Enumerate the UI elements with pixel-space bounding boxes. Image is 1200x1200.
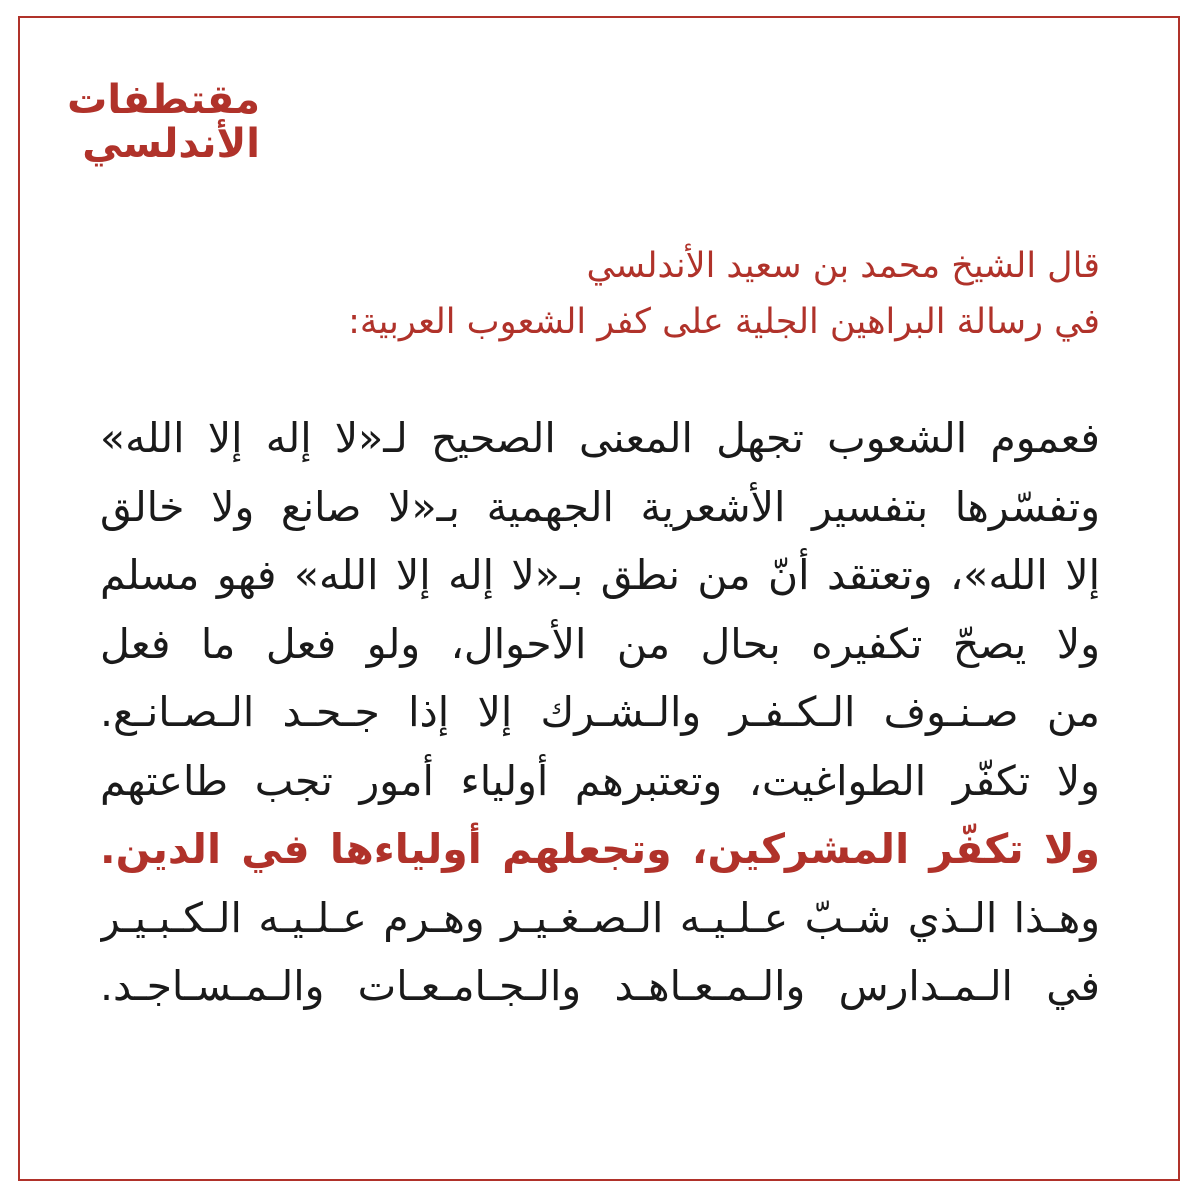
heading-line-2: في رسالة البراهين الجلية على كفر الشعوب العربية: bbox=[348, 302, 1100, 342]
quote-heading bbox=[100, 238, 1100, 350]
logo-line-2: الأندلسي bbox=[82, 121, 260, 167]
body-line-1: فعموم الشعوب تجهل المعنى الصحيح لـ«لا إله إلا الله» bbox=[100, 414, 1100, 462]
brand-logo bbox=[40, 78, 260, 166]
body-line-8: وهـذا الـذي شـبّ عـلـيـه الـصـغـيـر وهـرم عـلـيـه الـكـبـيـر bbox=[100, 893, 1100, 942]
body-line-7-emphasis: ولا تكفّر المشركين، وتجعلهم أولياءها في الدين. bbox=[100, 825, 1100, 873]
body-line-2: وتفسّرها بتفسير الأشعرية الجهمية بـ«لا صانع ولا خالق bbox=[100, 482, 1100, 531]
body-line-9: في الـمـدارس والـمـعـاهـد والـجـامـعـات والـمـسـاجـد. bbox=[100, 962, 1100, 1010]
heading-line-1: قال الشيخ محمد بن سعيد الأندلسي bbox=[586, 246, 1100, 286]
body-line-4: ولا يصحّ تكفيره بحال من الأحوال، ولو فعل ما فعل bbox=[100, 619, 1100, 668]
body-line-3: إلا الله»، وتعتقد أنّ من نطق بـ«لا إله إلا الله» فهو مسلم bbox=[100, 551, 1100, 599]
body-line-6: ولا تكفّر الطواغيت، وتعتبرهم أولياء أمور تجب طاعتهم bbox=[100, 756, 1100, 805]
body-line-5: من صـنـوف الـكـفـر والـشـرك إلا إذا جـحـد الـصـانـع. bbox=[100, 688, 1100, 736]
quote-body bbox=[100, 404, 1100, 1021]
logo-line-1: مقتطفات bbox=[67, 77, 260, 123]
